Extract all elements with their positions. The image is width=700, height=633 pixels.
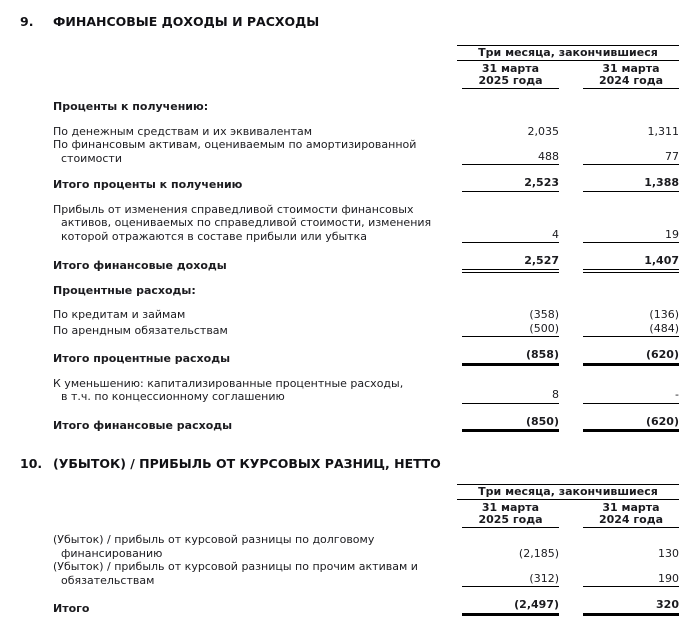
value-cell-v2: (620): [583, 415, 679, 433]
period-header: Три месяца, закончившиеся: [457, 484, 679, 500]
value-cell-v1: 488: [462, 150, 559, 166]
row-label-line: К уменьшению: капитализированные процентные расходы,: [53, 376, 404, 390]
section-title: ФИНАНСОВЫЕ ДОХОДЫ И РАСХОДЫ: [53, 14, 320, 29]
row-label: [53, 533, 462, 560]
value-cell-v2: 190: [583, 572, 679, 588]
column-header-line: 31 марта: [481, 62, 540, 75]
row-label-line: Итого финансовые доходы: [53, 259, 227, 272]
row-label-line: Проценты к получению:: [53, 100, 209, 113]
value-cell-v2: 1,388: [583, 176, 679, 192]
column-header-line: 2025 года: [478, 74, 543, 87]
row-label-line: По финансовым активам, оцениваемым по амортизированной: [53, 138, 417, 151]
value-cell-v2: 77: [583, 150, 679, 166]
table-row: [0, 598, 679, 616]
table-header: [457, 484, 679, 528]
fx-table-rows: [0, 533, 679, 616]
value-cell-v1: 2,527: [462, 254, 559, 273]
row-label-line: Процентные расходы:: [53, 283, 196, 297]
table-row: [0, 415, 679, 433]
column-header-line: 31 марта: [602, 62, 660, 75]
table-row: [0, 348, 679, 366]
value-cell-v1: 2,523: [462, 176, 559, 192]
value-cell-v2: (136): [649, 308, 679, 321]
table-row: [0, 176, 679, 192]
value-cell-v2: (484): [583, 322, 679, 338]
value-cell-v1: (358): [529, 308, 559, 321]
value-cell-v2: 1,311: [647, 124, 679, 138]
row-label-line: (Убыток) / прибыль от курсовой разницы по прочим активам и: [53, 560, 418, 573]
section-title: (УБЫТОК) / ПРИБЫЛЬ ОТ КУРСОВЫХ РАЗНИЦ, НЕТТО: [53, 456, 441, 471]
row-label: [53, 308, 462, 322]
value-cell-v1: (312): [462, 572, 559, 588]
column-header-2024: [583, 502, 679, 528]
value-cell-v1: 4: [462, 228, 559, 244]
value-cell-v1: (2,185): [518, 546, 559, 560]
value-cell-v1: 2,035: [527, 124, 559, 138]
section-fx-differences: [0, 456, 679, 616]
row-label-line: Итого: [53, 602, 90, 615]
row-label: [53, 125, 462, 139]
row-label: [53, 259, 462, 273]
value-cell-v2: (620): [583, 348, 679, 366]
table-row: [0, 138, 679, 165]
value-cell-v2: 320: [583, 598, 679, 616]
group-header-row: [0, 100, 679, 114]
value-cell-v1: (500): [462, 322, 559, 338]
column-headers: [457, 63, 679, 89]
row-label-line: По денежным средствам и их эквивалентам: [53, 124, 313, 138]
column-header-line: 2024 года: [598, 513, 664, 526]
value-cell-v1: (850): [462, 415, 559, 433]
row-label-line: Итого проценты к получению: [53, 178, 243, 191]
row-label-line: По арендным обязательствам: [53, 323, 228, 337]
row-label-line: финансированию: [61, 546, 163, 560]
table-row: [0, 308, 679, 322]
column-header-line: 31 марта: [481, 501, 540, 514]
table-row: [0, 560, 679, 587]
section-number: 10.: [20, 456, 43, 471]
column-header-line: 2025 года: [478, 513, 543, 526]
section-heading: [0, 14, 679, 29]
table-row: [0, 377, 679, 404]
period-header: Три месяца, закончившиеся: [457, 45, 679, 61]
table-header: [457, 45, 679, 89]
column-headers: [457, 502, 679, 528]
row-label: [53, 284, 462, 298]
group-header-row: [0, 284, 679, 298]
value-cell-v2: 1,407: [583, 254, 679, 273]
row-label: [53, 138, 462, 165]
value-cell-v1: (858): [462, 348, 559, 366]
column-header-2025: [462, 63, 559, 89]
value-cell-v1: 8: [462, 388, 559, 404]
value-cell-v2: 130: [658, 546, 679, 560]
row-label: [53, 419, 462, 433]
row-label-line: Итого финансовые расходы: [53, 418, 233, 432]
table-row: [0, 125, 679, 139]
row-label-line: стоимости: [61, 151, 122, 165]
row-label-line: в т.ч. по концессионному соглашению: [61, 390, 285, 403]
column-header-2025: [462, 502, 559, 528]
table-row: [0, 203, 679, 244]
value-cell-v2: 19: [583, 228, 679, 244]
row-label: [53, 203, 462, 244]
column-header-line: 2024 года: [598, 74, 664, 87]
table-row: [0, 322, 679, 338]
column-header-line: 31 марта: [602, 501, 660, 514]
section-number: 9.: [20, 14, 34, 29]
section-financial-income-expenses: [0, 14, 679, 432]
row-label-line: (Убыток) / прибыль от курсовой разницы по долговому: [53, 533, 375, 546]
row-label: [53, 602, 462, 616]
row-label: [53, 178, 462, 192]
row-label-line: Итого процентные расходы: [53, 352, 231, 365]
section-heading: [0, 456, 679, 471]
table-row: [0, 533, 679, 560]
table-row: [0, 254, 679, 273]
row-label-line: обязательствам: [61, 573, 155, 587]
row-label-line: которой отражаются в составе прибыли или убытка: [61, 229, 367, 243]
column-header-2024: [583, 63, 679, 89]
value-cell-v2: -: [583, 388, 679, 404]
row-label: [53, 377, 462, 404]
row-label: [53, 324, 462, 338]
row-label-line: активов, оцениваемых по справедливой стоимости, изменения: [61, 216, 432, 229]
row-label: [53, 100, 462, 114]
value-cell-v1: (2,497): [462, 598, 559, 616]
financial-table-rows: [0, 100, 679, 432]
row-label: [53, 352, 462, 366]
row-label: [53, 560, 462, 587]
row-label-line: Прибыль от изменения справедливой стоимости финансовых: [53, 202, 414, 216]
row-label-line: По кредитам и займам: [53, 308, 186, 321]
